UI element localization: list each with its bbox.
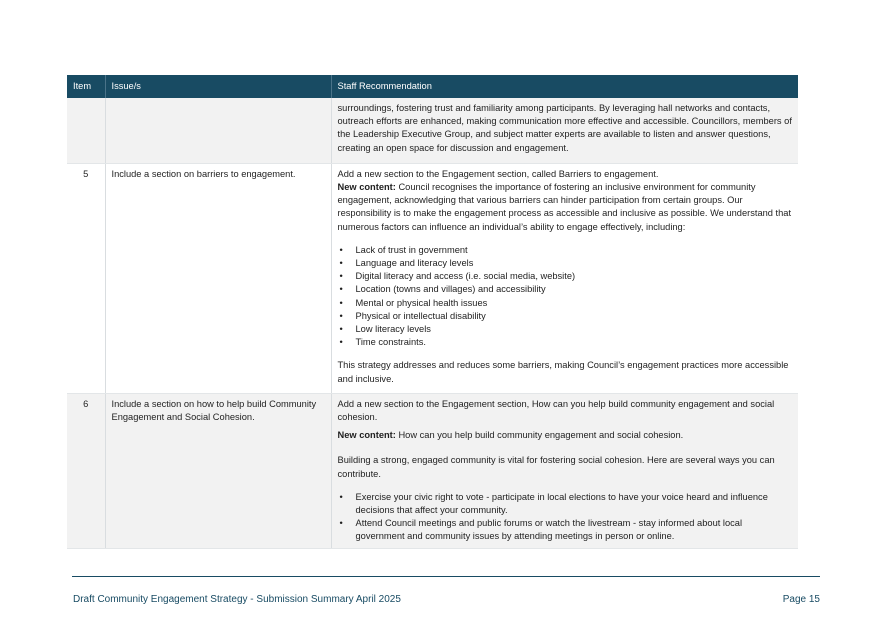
bullet-icon: • (339, 337, 343, 348)
recommendation-cell (331, 393, 798, 548)
closing-paragraph: This strategy addresses and reduces some barriers, making Council’s engagement practices more accessible and inclusive. (337, 360, 789, 384)
list-item: • Physical or intellectual disability (338, 310, 793, 323)
submission-table (67, 75, 798, 549)
bullet-icon: • (339, 297, 343, 308)
header-issue: Issue/s (105, 75, 331, 98)
list-item: • Digital literacy and access (i.e. social media, website) (338, 270, 793, 283)
table-row-6 (67, 393, 798, 548)
bullet-icon: • (339, 324, 343, 335)
list-item: • Attend Council meetings and public forums or watch the livestream - stay informed about local government and community issues by attending meetings in person or online. (339, 518, 743, 542)
list-item: • Low literacy levels (338, 323, 793, 336)
issue-cell-empty (105, 98, 331, 163)
list-item: • Language and literacy levels (338, 257, 793, 270)
continued-text: surroundings, fostering trust and familiarity among participants. By leveraging hall networks and contacts, outreach efforts are enhanced, making communication more effective and accessible. Councillors, members of the Leadership Executive Group, and subject matter experts are available to listen and answer questions, creating an open space for discussion and engagement. (337, 103, 792, 153)
issue-cell: Include a section on barriers to engagement. (105, 163, 331, 393)
issue-cell: Include a section on how to help build Community Engagement and Social Cohesion. (105, 393, 331, 548)
footer-divider (72, 576, 820, 577)
table-header-row (67, 75, 798, 98)
new-content-text: How can you help build community engagement and social cohesion. (395, 430, 684, 441)
new-content-label: New content: (337, 182, 396, 193)
new-content-text: Council recognises the importance of fostering an inclusive environment for community engagement, acknowledging that various barriers can hinder participation from certain groups. Our responsibility is to make the engagement process as accessible and inclusive as possible. We understand that numerous factors can influence an individual’s ability to engage effectively, including: (337, 182, 792, 232)
barriers-list (338, 244, 793, 350)
bullet-icon: • (339, 271, 343, 282)
new-content-label: New content: (337, 430, 396, 441)
new-content-paragraph (338, 181, 793, 234)
page-number: Page 15 (782, 594, 820, 605)
recommendation-intro: Add a new section to the Engagement section, How can you help build community engagement and social cohesion. (337, 398, 775, 423)
bullet-icon: • (339, 284, 343, 295)
bullet-icon: • (339, 518, 343, 529)
item-number: 5 (67, 163, 105, 393)
list-item: • Exercise your civic right to vote - participate in local elections to have your voice heard and influence decisions that affect your community. (339, 491, 768, 516)
list-item: • Lack of trust in government (338, 244, 793, 257)
item-cell-empty (67, 98, 105, 163)
bullet-icon: • (339, 244, 343, 255)
cohesion-paragraph: Building a strong, engaged community is vital for fostering social cohesion. Here are several ways you can contribute. (337, 455, 775, 479)
recommendation-cell (331, 163, 798, 393)
bullet-icon: • (339, 310, 343, 321)
table-row-5 (67, 163, 798, 393)
list-item: • Location (towns and villages) and accessibility (338, 283, 793, 296)
table-row-continued (67, 98, 798, 163)
recommendation-cell (331, 98, 798, 163)
header-item: Item (67, 75, 105, 98)
footer-title: Draft Community Engagement Strategy - Submission Summary April 2025 (73, 594, 401, 605)
new-content-paragraph (338, 429, 793, 442)
ways-list (338, 491, 793, 544)
bullet-icon: • (339, 491, 343, 502)
header-recommendation: Staff Recommendation (331, 75, 798, 98)
list-item: • Mental or physical health issues (338, 297, 793, 310)
item-number: 6 (67, 393, 105, 548)
recommendation-intro: Add a new section to the Engagement section, called Barriers to engagement. (337, 168, 659, 179)
list-item: • Time constraints. (338, 336, 793, 349)
bullet-icon: • (339, 258, 343, 269)
